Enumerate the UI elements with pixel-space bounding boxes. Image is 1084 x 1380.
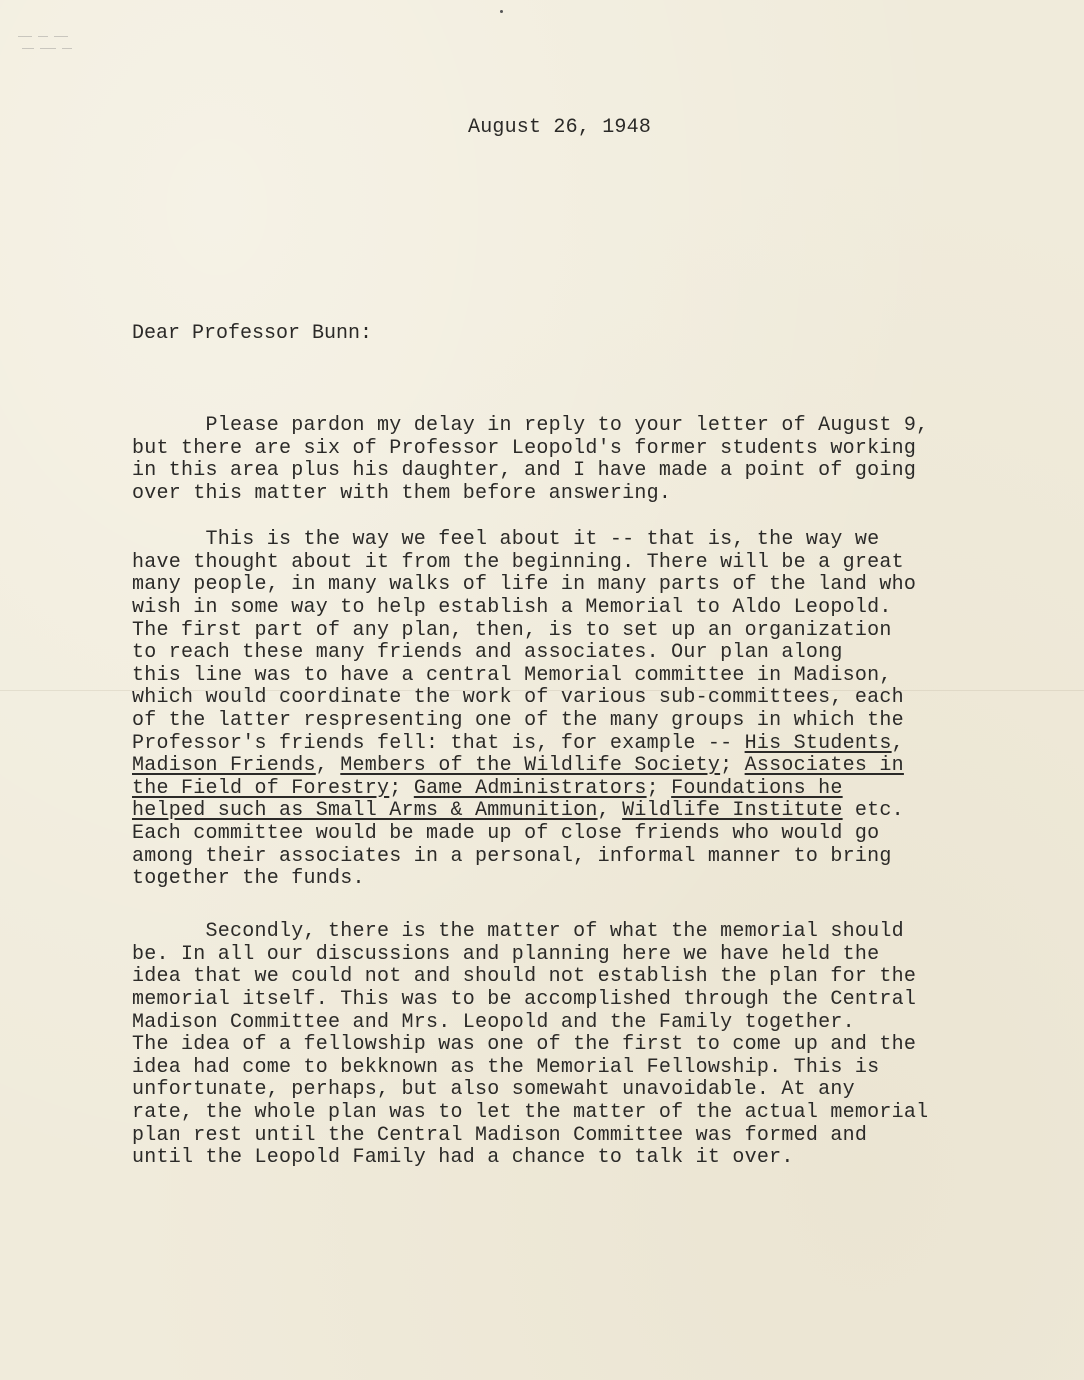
- paragraph-2-line: have thought about it from the beginning. There will be a great: [132, 550, 904, 574]
- paragraph-2-line: [132, 800, 916, 823]
- paragraph-3-line: until the Leopold Family had a chance to talk it over.: [132, 1146, 794, 1170]
- line-text: ,: [891, 731, 904, 755]
- paragraph-3-line: rate, the whole plan was to let the matter of the actual memorial: [132, 1100, 929, 1124]
- paragraph-3-line: Secondly, there is the matter of what the memorial should: [132, 920, 904, 944]
- paragraph-2-line: together the funds.: [132, 867, 365, 891]
- paragraph-1-line: Please pardon my delay in reply to your letter of August 9,: [132, 414, 929, 438]
- paragraph-2-line: which would coordinate the work of various sub-committees, each: [132, 686, 904, 710]
- underlined-group: the Field of Forestry: [132, 776, 390, 800]
- line-text: ,: [315, 754, 341, 778]
- paragraph-2-line: this line was to have a central Memorial committee in Madison,: [132, 663, 892, 687]
- paragraph-2-line: of the latter respresenting one of the many groups in which the: [132, 708, 904, 732]
- ink-dot: [500, 10, 503, 13]
- line-text: etc.: [842, 799, 904, 823]
- line-text: ;: [389, 776, 414, 800]
- paragraph-2-line: Each committee would be made up of close friends who would go: [132, 821, 880, 845]
- line-text: ;: [720, 754, 745, 778]
- paragraph-2: [132, 484, 916, 936]
- paragraph-1-line: in this area plus his daughter, and I have made a point of going: [132, 459, 917, 483]
- paragraph-2-line: This is the way we feel about it -- that is, the way we: [132, 528, 880, 552]
- underlined-group: Associates in: [744, 754, 904, 778]
- paragraph-2-line: The first part of any plan, then, is to set up an organization: [132, 618, 892, 642]
- paragraph-3-line: idea had come to bekknown as the Memorial Fellowship. This is: [132, 1055, 880, 1079]
- underlined-group: His Students: [744, 731, 892, 755]
- underlined-group: Foundations he: [671, 776, 843, 800]
- paragraph-1-line: over this matter with them before answering.: [132, 481, 672, 505]
- paragraph-2-line: [132, 733, 916, 756]
- underlined-group: Members of the Wildlife Society: [340, 754, 721, 778]
- paragraph-3-line: be. In all our discussions and planning here we have held the: [132, 942, 880, 966]
- corner-marks: [18, 30, 88, 60]
- underlined-group: helped such as Small Arms & Ammunition: [132, 799, 598, 823]
- paragraph-2-line: among their associates in a personal, informal manner to bring: [132, 844, 892, 868]
- paragraph-2-line: to reach these many friends and associates. Our plan along: [132, 641, 843, 665]
- paragraph-3-line: Madison Committee and Mrs. Leopold and the Family together.: [132, 1010, 855, 1034]
- line-text: Professor's friends fell: that is, for example --: [132, 731, 745, 755]
- paragraph-3-line: unfortunate, perhaps, but also somewaht unavoidable. At any: [132, 1078, 855, 1102]
- paragraph-3: [132, 876, 928, 1215]
- line-text: ,: [597, 799, 623, 823]
- paragraph-3-line: idea that we could not and should not establish the plan for the: [132, 965, 917, 989]
- line-text: ;: [646, 776, 672, 800]
- underlined-group: Game Administrators: [413, 776, 647, 800]
- underlined-group: Madison Friends: [132, 754, 316, 778]
- paragraph-2-line: wish in some way to help establish a Memorial to Aldo Leopold.: [132, 595, 892, 619]
- paragraph-1-line: but there are six of Professor Leopold's former students working: [132, 436, 917, 460]
- paragraph-2-line: [132, 778, 916, 801]
- paragraph-3-line: memorial itself. This was to be accomplished through the Central: [132, 987, 917, 1011]
- letter-date: August 26, 1948: [468, 116, 652, 139]
- paragraph-3-line: The idea of a fellowship was one of the first to come up and the: [132, 1033, 917, 1057]
- paragraph-2-line: many people, in many walks of life in many parts of the land who: [132, 573, 917, 597]
- underlined-group: Wildlife Institute: [622, 799, 843, 823]
- paragraph-3-line: plan rest until the Central Madison Committee was formed and: [132, 1123, 868, 1147]
- salutation: Dear Professor Bunn:: [132, 322, 373, 345]
- paragraph-2-line: [132, 755, 916, 778]
